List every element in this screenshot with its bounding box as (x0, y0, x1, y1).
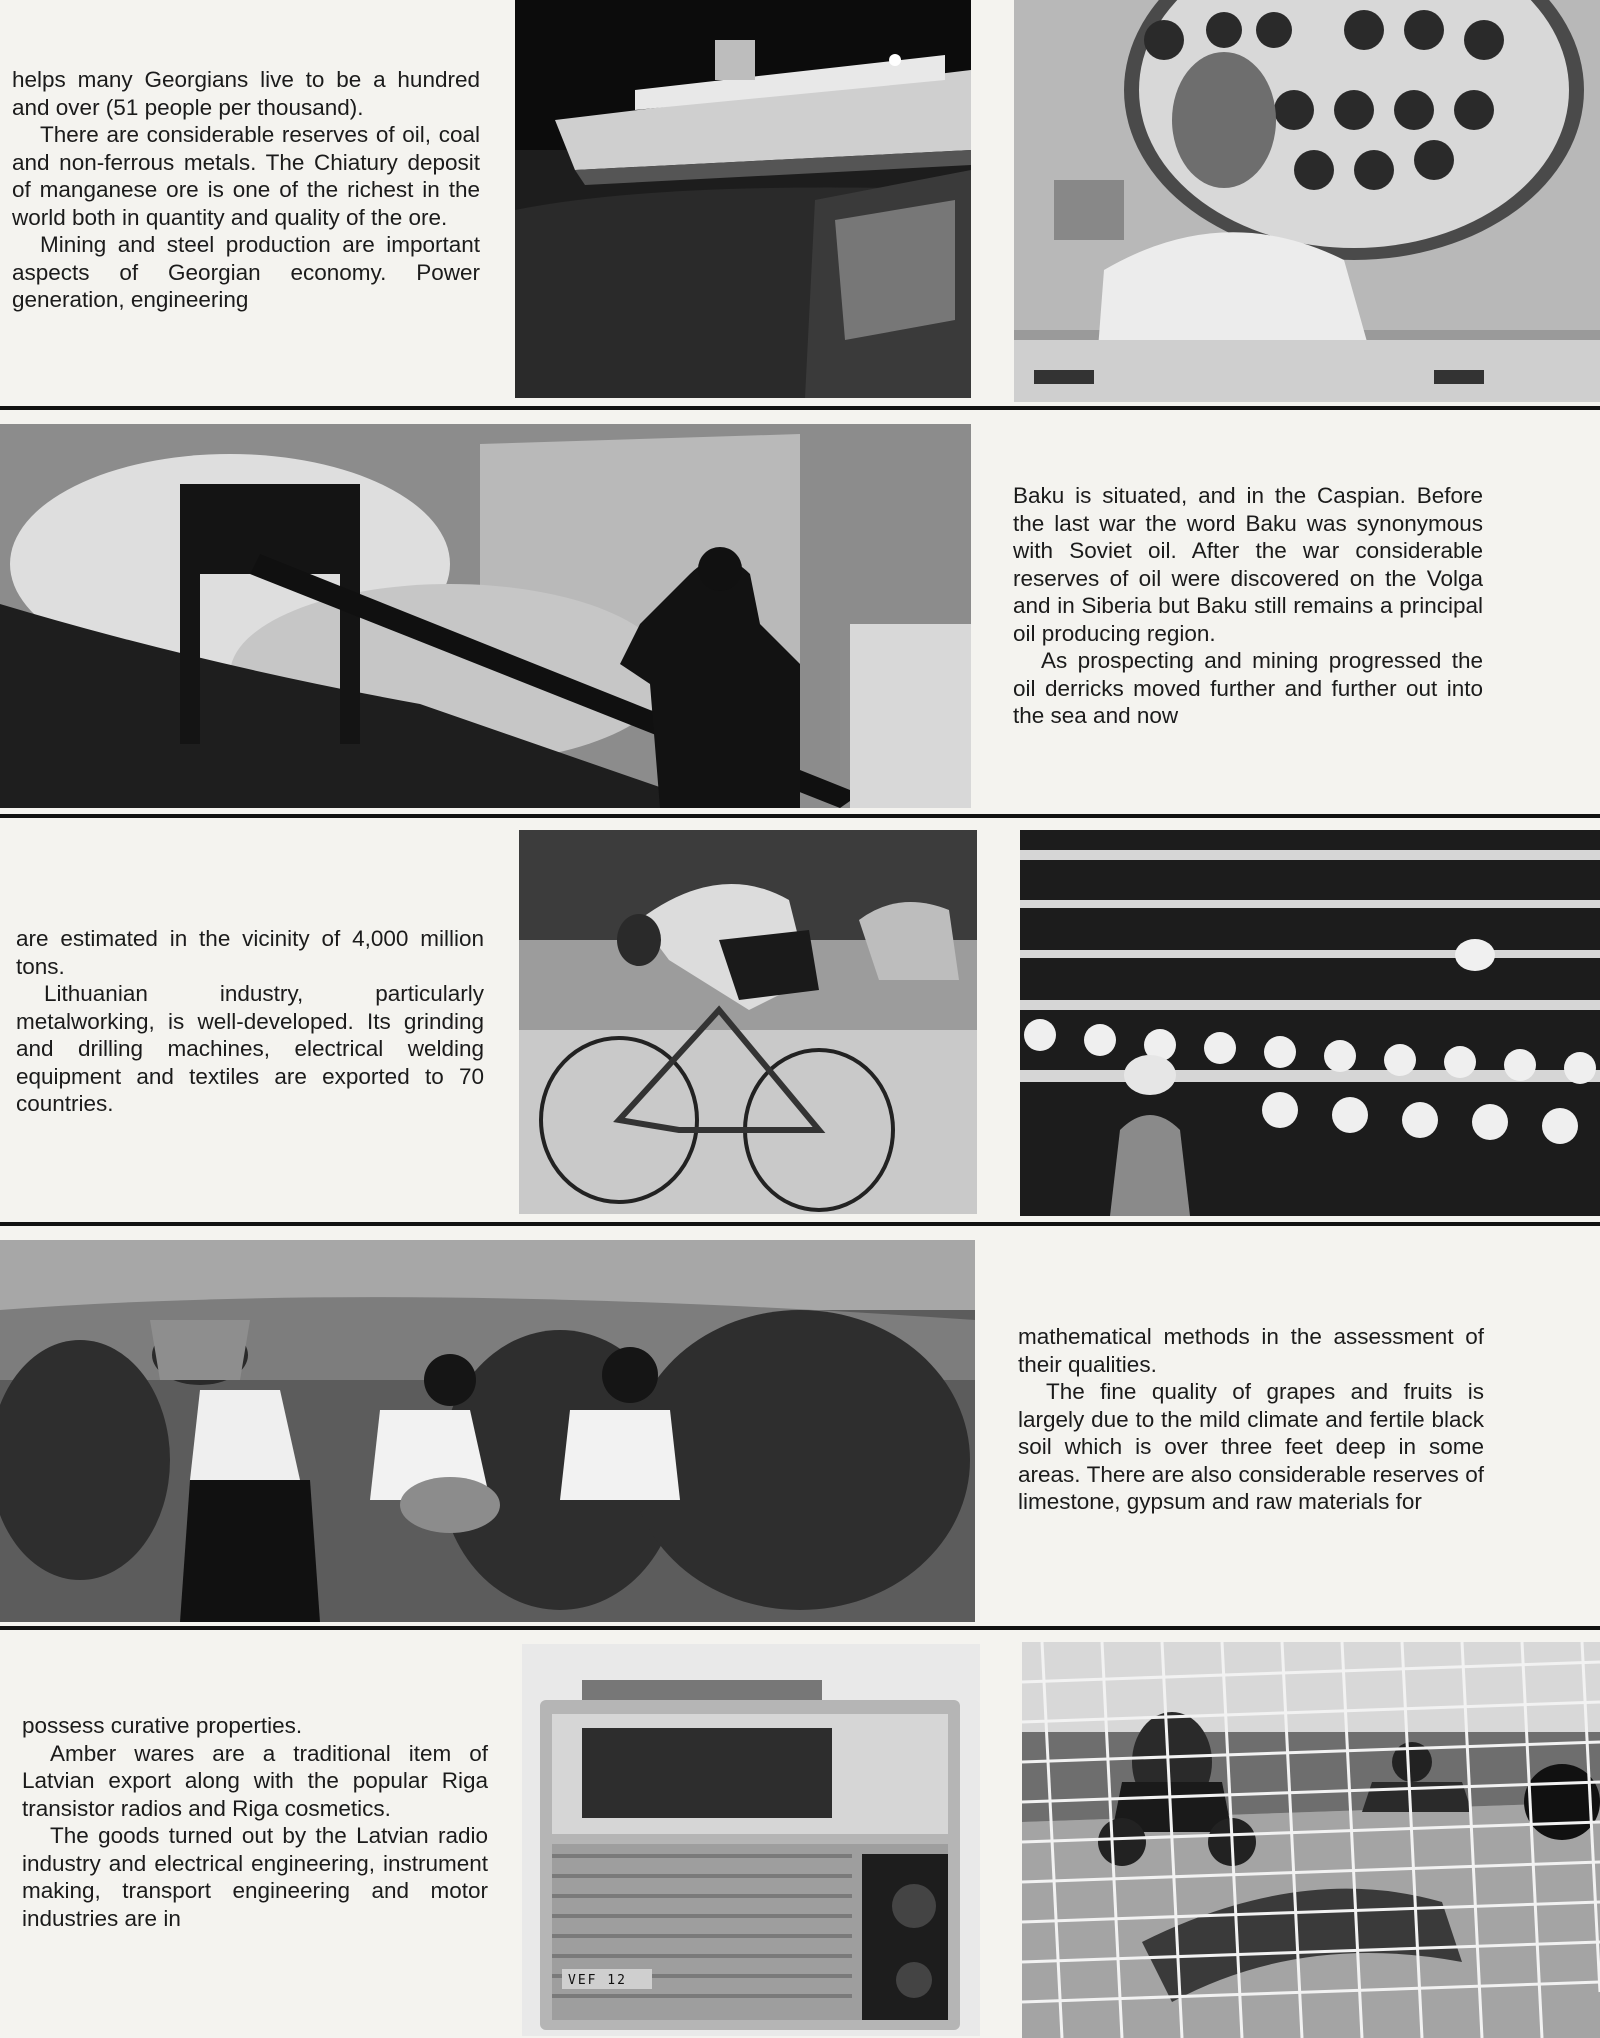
text-block-baku (1013, 482, 1483, 730)
divider (0, 814, 1600, 818)
text-block-georgia (12, 66, 480, 314)
text-block-latvia (22, 1712, 488, 1932)
photo-motocross-net (1022, 1642, 1600, 2038)
paragraph: are estimated in the vicinity of 4,000 million tons. (16, 926, 484, 979)
photo-cyclists-racing (519, 830, 977, 1214)
photo-ship-at-night (515, 0, 971, 398)
paragraph: Lithuanian industry, particularly metalworking, is well-developed. Its grinding and drilling machines, electrical welding equipment and textiles are exported to 70 countries. (16, 981, 484, 1116)
photo-transistor-radio (522, 1644, 980, 2036)
paragraph: As prospecting and mining progressed the oil derricks moved further and further out into the sea and now (1013, 648, 1483, 728)
photo-textile-mill (1020, 830, 1600, 1216)
paragraph: The fine quality of grapes and fruits is largely due to the mild climate and fertile black soil which is over three feet deep in some areas. There are also considerable reserves of limestone, gypsum and raw materials for (1018, 1379, 1484, 1514)
paragraph: There are considerable reserves of oil, coal and non-ferrous metals. The Chiatury deposit of manganese ore is one of the richest in the world both in quantity and quality of the ore. (12, 122, 480, 230)
photo-grape-harvest (0, 1240, 975, 1622)
divider (0, 1222, 1600, 1226)
divider (0, 1626, 1600, 1630)
paragraph: possess curative properties. (22, 1713, 303, 1738)
photo-steelworker-furnace (0, 424, 971, 808)
radio-model-plate: VEF 12 (568, 1973, 627, 1988)
paragraph: The goods turned out by the Latvian radio industry and electrical engineering, instrument making, transport engineering and motor industries are in (22, 1823, 488, 1931)
paragraph: helps many Georgians live to be a hundred and over (51 people per thousand). (12, 67, 480, 120)
paragraph: Mining and steel production are important aspects of Georgian economy. Power generation, engineering (12, 232, 480, 312)
paragraph: mathematical methods in the assessment of their qualities. (1018, 1324, 1484, 1377)
text-block-lithuania (16, 925, 484, 1118)
paragraph: Amber wares are a traditional item of Latvian export along with the popular Riga transistor radios and Riga cosmetics. (22, 1740, 488, 1821)
text-block-moldavia (1018, 1323, 1484, 1516)
photo-control-panel-operator (1014, 0, 1600, 402)
divider (0, 406, 1600, 410)
paragraph: Baku is situated, and in the Caspian. Before the last war the word Baku was synonymous with Soviet oil. After the war considerable reserves of oil were discovered on the Volga and in Siberia but Baku still remains a principal oil producing region. (1013, 483, 1483, 646)
